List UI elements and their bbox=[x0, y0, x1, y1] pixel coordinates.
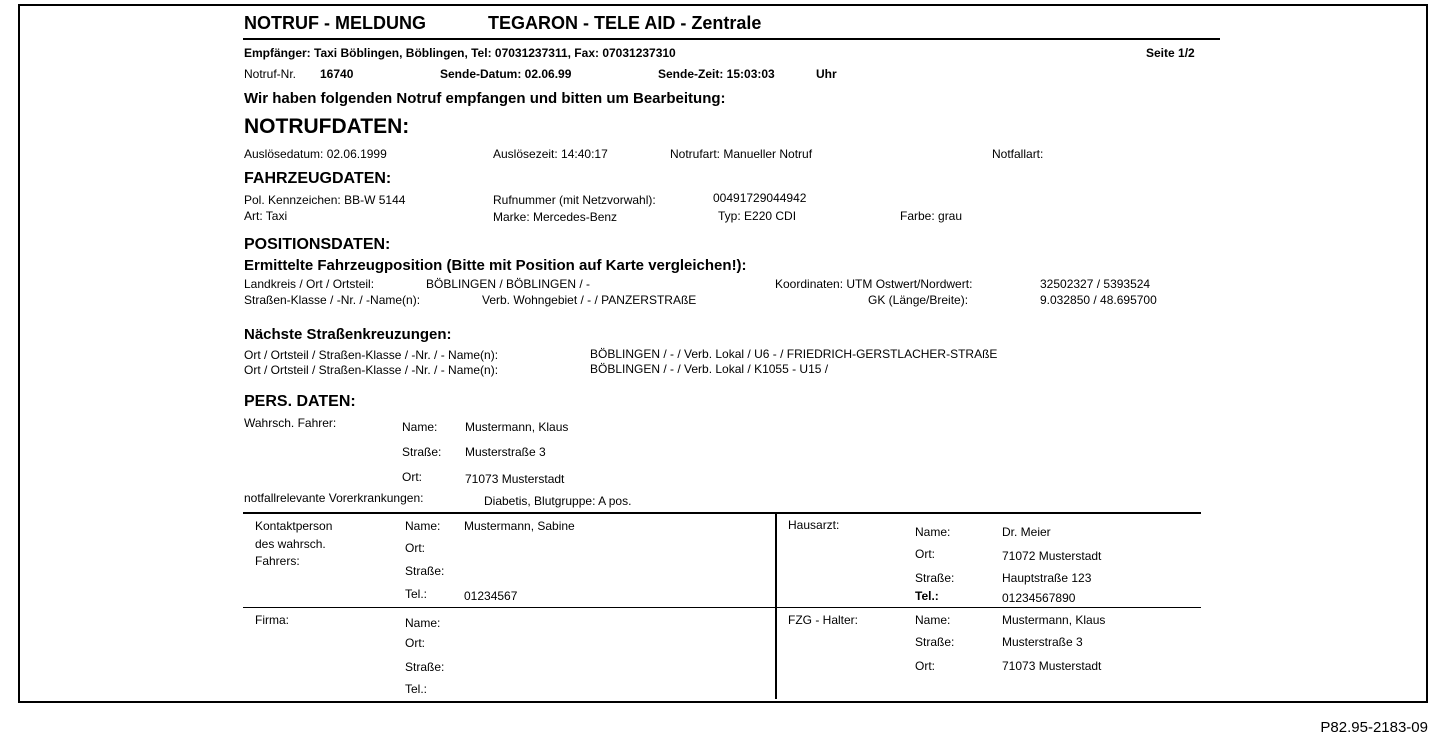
kennzeichen: Pol. Kennzeichen: BB-W 5144 bbox=[244, 193, 406, 207]
intro-text: Wir haben folgenden Notruf empfangen und bitten um Bearbeitung: bbox=[244, 90, 726, 107]
pers-daten-heading: PERS. DATEN: bbox=[244, 393, 356, 410]
firma-tel-label: Tel.: bbox=[405, 682, 428, 696]
firma-label: Firma: bbox=[255, 613, 289, 627]
fahrer-strasse: Musterstraße 3 bbox=[465, 445, 546, 459]
gk-value: 9.032850 / 48.695700 bbox=[1040, 293, 1157, 307]
kontakt-label-2: des wahrsch. bbox=[255, 537, 326, 551]
notfallart: Notfallart: bbox=[992, 147, 1044, 161]
hausarzt-strasse-label: Straße: bbox=[915, 571, 955, 585]
fahrzeugdaten-heading: FAHRZEUGDATEN: bbox=[244, 170, 392, 187]
kontakt-ort-label: Ort: bbox=[405, 541, 425, 555]
recipient-line: Empfänger: Taxi Böblingen, Böblingen, Tel: 07031237311, Fax: 07031237310 bbox=[244, 46, 676, 60]
sende-zeit: Sende-Zeit: 15:03:03 bbox=[658, 67, 775, 81]
kontakt-name: Mustermann, Sabine bbox=[464, 519, 575, 533]
kontakt-label-1: Kontaktperson bbox=[255, 519, 333, 533]
kontakt-tel: 01234567 bbox=[464, 589, 518, 603]
halter-label: FZG - Halter: bbox=[788, 613, 859, 627]
fahrer-label: Wahrsch. Fahrer: bbox=[244, 416, 337, 430]
document-reference: P82.95-2183-09 bbox=[1320, 719, 1428, 736]
header-rule bbox=[243, 38, 1220, 40]
fahrzeug-typ: Typ: E220 CDI bbox=[718, 209, 797, 223]
halter-ort: 71073 Musterstadt bbox=[1002, 659, 1102, 673]
table-divider bbox=[775, 512, 777, 699]
vorerkrankungen-value: Diabetis, Blutgruppe: A pos. bbox=[484, 494, 632, 508]
hausarzt-label: Hausarzt: bbox=[788, 518, 840, 532]
kreuzungen-heading: Nächste Straßenkreuzungen: bbox=[244, 326, 452, 343]
hausarzt-tel-label: Tel.: bbox=[915, 589, 939, 603]
firma-ort-label: Ort: bbox=[405, 636, 425, 650]
halter-strasse: Musterstraße 3 bbox=[1002, 635, 1083, 649]
notruf-nr: 16740 bbox=[320, 67, 354, 81]
fahrer-name-label: Name: bbox=[402, 420, 438, 434]
fahrer-ort: 71073 Musterstadt bbox=[465, 472, 565, 486]
positionsdaten-subheading: Ermittelte Fahrzeugposition (Bitte mit Position auf Karte vergleichen!): bbox=[244, 257, 747, 274]
utm-value: 32502327 / 5393524 bbox=[1040, 277, 1151, 291]
notrufdaten-heading: NOTRUFDATEN: bbox=[244, 115, 410, 138]
halter-name-label: Name: bbox=[915, 613, 951, 627]
fahrzeug-farbe: Farbe: grau bbox=[900, 209, 963, 223]
strasse-klasse-label: Straßen-Klasse / -Nr. / -Name(n): bbox=[244, 293, 421, 307]
koordinaten-label: Koordinaten: UTM Ostwert/Nordwert: bbox=[775, 277, 973, 291]
title-left: NOTRUF - MELDUNG bbox=[244, 13, 426, 33]
kreuzung-2-value: BÖBLINGEN / - / Verb. Lokal / K1055 - U15 / bbox=[590, 362, 829, 376]
table-top-rule bbox=[243, 512, 1201, 514]
hausarzt-strasse: Hauptstraße 123 bbox=[1002, 571, 1092, 585]
fahrer-strasse-label: Straße: bbox=[402, 445, 442, 459]
rufnummer-label: Rufnummer (mit Netzvorwahl): bbox=[493, 193, 656, 207]
page-number: Seite 1/2 bbox=[1146, 46, 1195, 60]
firma-name-label: Name: bbox=[405, 616, 441, 630]
table-middle-rule bbox=[243, 607, 1201, 608]
hausarzt-tel: 01234567890 bbox=[1002, 591, 1076, 605]
kontakt-tel-label: Tel.: bbox=[405, 587, 428, 601]
firma-strasse-label: Straße: bbox=[405, 660, 445, 674]
fahrzeug-marke: Marke: Mercedes-Benz bbox=[493, 210, 618, 224]
gk-label: GK (Länge/Breite): bbox=[868, 293, 969, 307]
landkreis-value: BÖBLINGEN / BÖBLINGEN / - bbox=[426, 277, 591, 291]
fahrer-ort-label: Ort: bbox=[402, 470, 422, 484]
fahrer-name: Mustermann, Klaus bbox=[465, 420, 569, 434]
kreuzung-2-label: Ort / Ortsteil / Straßen-Klasse / -Nr. / - Name(n): bbox=[244, 363, 499, 377]
fahrzeug-art: Art: Taxi bbox=[244, 209, 288, 223]
hausarzt-ort-label: Ort: bbox=[915, 547, 935, 561]
ausloesedatum: Auslösedatum: 02.06.1999 bbox=[244, 147, 387, 161]
positionsdaten-heading: POSITIONSDATEN: bbox=[244, 236, 391, 253]
strasse-klasse-value: Verb. Wohngebiet / - / PANZERSTRAßE bbox=[482, 293, 697, 307]
kreuzung-1-value: BÖBLINGEN / - / Verb. Lokal / U6 - / FRIEDRICH-GERSTLACHER-STRAßE bbox=[590, 347, 998, 361]
uhr-label: Uhr bbox=[816, 67, 837, 81]
hausarzt-name: Dr. Meier bbox=[1002, 525, 1051, 539]
vorerkrankungen-label: notfallrelevante Vorerkrankungen: bbox=[244, 491, 424, 505]
halter-strasse-label: Straße: bbox=[915, 635, 955, 649]
rufnummer: 00491729044942 bbox=[713, 191, 807, 205]
notrufart: Notrufart: Manueller Notruf bbox=[670, 147, 813, 161]
halter-name: Mustermann, Klaus bbox=[1002, 613, 1106, 627]
notruf-nr-label: Notruf-Nr. bbox=[244, 67, 297, 81]
halter-ort-label: Ort: bbox=[915, 659, 935, 673]
landkreis-label: Landkreis / Ort / Ortsteil: bbox=[244, 277, 375, 291]
sende-datum: Sende-Datum: 02.06.99 bbox=[440, 67, 572, 81]
kontakt-name-label: Name: bbox=[405, 519, 441, 533]
kontakt-strasse-label: Straße: bbox=[405, 564, 445, 578]
hausarzt-name-label: Name: bbox=[915, 525, 951, 539]
hausarzt-ort: 71072 Musterstadt bbox=[1002, 549, 1102, 563]
kontakt-label-3: Fahrers: bbox=[255, 554, 300, 568]
kreuzung-1-label: Ort / Ortsteil / Straßen-Klasse / -Nr. / - Name(n): bbox=[244, 348, 499, 362]
title-right: TEGARON - TELE AID - Zentrale bbox=[488, 13, 762, 33]
ausloesezeit: Auslösezeit: 14:40:17 bbox=[493, 147, 608, 161]
